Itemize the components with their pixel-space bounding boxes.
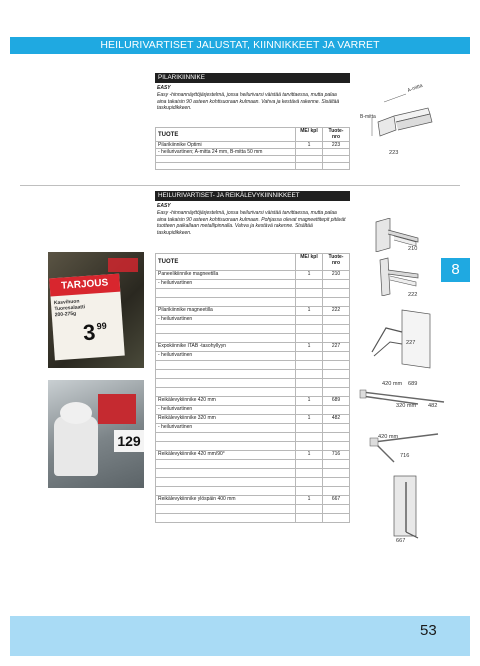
product-code-cell: [323, 149, 350, 156]
column-header-unit: ME/ kpl: [296, 128, 323, 142]
product-name-cell: [156, 361, 296, 370]
table-row: [156, 415, 350, 424]
table-row: [156, 280, 350, 289]
product-name-cell: [156, 478, 296, 487]
table-row: [156, 370, 350, 379]
figure-code-210: 210: [408, 246, 418, 252]
product-name-cell: Expokiinnike ITAB -tasohyllyyn: [156, 343, 296, 352]
pillar-bracket-222-illustration: [376, 256, 422, 296]
unit-cell: 1: [296, 142, 323, 149]
product-code-cell: [323, 156, 350, 163]
product-code-cell: [323, 388, 350, 397]
chapter-tab: [441, 258, 470, 282]
column-header-product: TUOTE: [156, 254, 296, 271]
table-row: [156, 388, 350, 397]
product-code-cell: [323, 460, 350, 469]
unit-cell: [296, 316, 323, 325]
column-header-unit: ME/ kpl: [296, 254, 323, 271]
mixer-body: [54, 416, 98, 476]
unit-cell: [296, 424, 323, 433]
table-row: [156, 343, 350, 352]
figure-code-716: 716: [400, 453, 410, 459]
product-code-cell: [323, 379, 350, 388]
page-header-bar: [10, 37, 470, 54]
sign-price: 3: [82, 319, 97, 346]
unit-cell: [296, 370, 323, 379]
product-code-cell: 716: [323, 451, 350, 460]
column-header-code: Tuote- nro: [323, 254, 350, 271]
unit-cell: [296, 325, 323, 334]
product-code-cell: [323, 298, 350, 307]
product-code-cell: [323, 163, 350, 170]
unit-cell: [296, 379, 323, 388]
product-name-cell: [156, 442, 296, 451]
table-row: [156, 289, 350, 298]
product-name-cell: [156, 388, 296, 397]
dimension-label-420: 420 mm: [382, 381, 403, 387]
product-name-cell: Reikälevykiinnike 320 mm: [156, 415, 296, 424]
product-name-cell: [156, 289, 296, 298]
section-subtitle: EASY: [157, 85, 171, 91]
figure-code-227: 227: [406, 340, 416, 346]
product-name-cell: [156, 379, 296, 388]
table-row: [156, 316, 350, 325]
unit-cell: [296, 280, 323, 289]
table-row: [156, 478, 350, 487]
unit-cell: [296, 460, 323, 469]
product-code-cell: 482: [323, 415, 350, 424]
unit-cell: [296, 469, 323, 478]
product-code-cell: [323, 325, 350, 334]
product-name-cell: [156, 469, 296, 478]
sign-line-2: Tuoresalaatti: [54, 304, 86, 313]
table-row: [156, 298, 350, 307]
table-row: [156, 397, 350, 406]
product-code-cell: [323, 424, 350, 433]
table-row: [156, 163, 350, 170]
table-row: [156, 469, 350, 478]
photo-appliance-display: [48, 380, 144, 488]
unit-cell: 1: [296, 397, 323, 406]
product-name-cell: [156, 156, 296, 163]
page-title: HEILURIVARTISET JALUSTAT, KIINNIKKEET JA VARRET: [100, 39, 380, 51]
dimension-label-320: 320 mm: [396, 403, 417, 409]
photo-price-sign: [48, 252, 144, 368]
unit-cell: [296, 352, 323, 361]
product-table-2: [155, 253, 350, 523]
sign-title: TARJOUS: [49, 274, 120, 297]
unit-cell: [296, 361, 323, 370]
page-number: 53: [420, 622, 437, 639]
price-sign-card: [49, 274, 125, 361]
appliance-price: 129: [114, 430, 144, 452]
product-name-cell: Pilarikiinnike magneetilla: [156, 307, 296, 316]
table-row: [156, 156, 350, 163]
unit-cell: 1: [296, 343, 323, 352]
product-name-cell: Reikälevykiinnike 420 mm/90°: [156, 451, 296, 460]
unit-cell: [296, 433, 323, 442]
product-code-cell: 689: [323, 397, 350, 406]
product-code-cell: [323, 442, 350, 451]
figure-code-689: 689: [408, 381, 418, 387]
unit-cell: 1: [296, 307, 323, 316]
dimension-label-b: B-mitta: [360, 114, 376, 120]
sign-price-cents: 99: [96, 320, 108, 332]
section-title-reikalevy: HEILURIVARTISET- JA REIKÄLEVYKIINNIKKEET: [155, 191, 350, 201]
page-footer-bar: [10, 616, 470, 656]
column-header-code: Tuote- nro: [323, 128, 350, 142]
section-description: Easy -hinnannäyttöjärjestelmä, jossa heilurivarsi väistää tarvittaessa, mutta palaa aina takaisin 90 asteen kohtisuoraan kulmaan. Pohjassa olevat magneettitepit pitävät tuotteen paikallaan metallipinnalla. Vahva ja kestävä rakenne. Sisältää taskupidikkeen.: [157, 210, 346, 236]
unit-cell: [296, 514, 323, 523]
table-row: [156, 379, 350, 388]
pillar-bracket-223-illustration: [360, 82, 440, 164]
pegboard-bracket-716-illustration: [364, 428, 444, 466]
product-name-cell: Paneelikiinnike magneetilla: [156, 271, 296, 280]
product-name-cell: [156, 505, 296, 514]
unit-cell: [296, 487, 323, 496]
product-name-cell: - heilurivartinen: [156, 316, 296, 325]
product-name-cell: - heilurivartinen: [156, 352, 296, 361]
figure-code-222: 222: [408, 292, 418, 298]
dimension-label-a: A-mitta: [406, 82, 424, 94]
table-row: [156, 271, 350, 280]
unit-cell: 1: [296, 271, 323, 280]
product-code-cell: [323, 289, 350, 298]
unit-cell: [296, 156, 323, 163]
section-divider: [20, 185, 460, 186]
unit-cell: [296, 334, 323, 343]
product-code-cell: [323, 505, 350, 514]
product-name-cell: Pilarikiinnike Optimi: [156, 142, 296, 149]
product-code-cell: 227: [323, 343, 350, 352]
table-row: [156, 334, 350, 343]
product-name-cell: - heilurivartinen; A-mitta 24 mm, B-mitta 50 mm: [156, 149, 296, 156]
product-code-cell: 667: [323, 496, 350, 505]
unit-cell: [296, 289, 323, 298]
product-name-cell: [156, 370, 296, 379]
product-code-cell: [323, 514, 350, 523]
unit-cell: [296, 298, 323, 307]
product-name-cell: [156, 514, 296, 523]
product-name-cell: - heilurivartinen: [156, 406, 296, 415]
table-row: [156, 149, 350, 156]
pegboard-bracket-667-illustration: [392, 474, 422, 540]
product-name-cell: [156, 298, 296, 307]
table-row: [156, 352, 350, 361]
product-name-cell: [156, 487, 296, 496]
product-code-cell: [323, 352, 350, 361]
unit-cell: [296, 149, 323, 156]
unit-cell: 1: [296, 451, 323, 460]
product-code-cell: [323, 469, 350, 478]
product-name-cell: - heilurivartinen: [156, 280, 296, 289]
figure-code-667: 667: [396, 538, 406, 544]
product-code-cell: 222: [323, 307, 350, 316]
product-code-cell: [323, 280, 350, 289]
product-code-cell: [323, 361, 350, 370]
product-code-cell: [323, 487, 350, 496]
product-code-cell: [323, 334, 350, 343]
unit-cell: 1: [296, 496, 323, 505]
product-name-cell: Reikälevykiinnike ylöspäin 400 mm: [156, 496, 296, 505]
figure-code-223: 223: [389, 150, 399, 156]
product-code-cell: [323, 406, 350, 415]
product-name-cell: [156, 460, 296, 469]
unit-cell: [296, 505, 323, 514]
expo-bracket-227-illustration: [368, 308, 432, 372]
product-name-cell: [156, 334, 296, 343]
section-subtitle: EASY: [157, 203, 171, 209]
product-name-cell: - heilurivartinen: [156, 424, 296, 433]
product-name-cell: [156, 163, 296, 170]
unit-cell: [296, 442, 323, 451]
table-row: [156, 496, 350, 505]
table-row: [156, 460, 350, 469]
product-table-1: [155, 127, 350, 170]
product-name-cell: Reikälevykiinnike 420 mm: [156, 397, 296, 406]
table-row: [156, 424, 350, 433]
unit-cell: [296, 163, 323, 170]
table-row: [156, 451, 350, 460]
unit-cell: [296, 478, 323, 487]
dimension-label-420-90: 420 mm: [378, 434, 399, 440]
product-code-cell: [323, 433, 350, 442]
product-code-cell: [323, 316, 350, 325]
unit-cell: 1: [296, 415, 323, 424]
table-row: [156, 142, 350, 149]
table-row: [156, 505, 350, 514]
section-description: Easy -hinnannäyttöjärjestelmä, jossa heilurivarsi väistää tarvittaessa, mutta palaa aina takaisin 90 asteen kohtisuoraan kulmaan. Vahva ja kestävä rakenne. Sisältää taskupidikkeen.: [157, 92, 340, 112]
sign-line-1: Kasvihuon: [53, 298, 80, 307]
table-row: [156, 442, 350, 451]
table-row: [156, 487, 350, 496]
table-row: [156, 307, 350, 316]
table-row: [156, 406, 350, 415]
product-code-cell: 223: [323, 142, 350, 149]
product-code-cell: [323, 478, 350, 487]
product-code-cell: [323, 370, 350, 379]
figure-code-482: 482: [428, 403, 438, 409]
unit-cell: [296, 388, 323, 397]
product-code-cell: 210: [323, 271, 350, 280]
table-row: [156, 361, 350, 370]
chapter-number: 8: [451, 261, 460, 278]
product-name-cell: [156, 325, 296, 334]
table-row: [156, 325, 350, 334]
unit-cell: [296, 406, 323, 415]
table-row: [156, 433, 350, 442]
table-row: [156, 514, 350, 523]
section-title-pilarikiinnike: PILARIKIINNIKE: [155, 73, 350, 83]
sign-line-3: 200-275g: [54, 310, 77, 319]
column-header-product: TUOTE: [156, 128, 296, 142]
product-name-cell: [156, 433, 296, 442]
